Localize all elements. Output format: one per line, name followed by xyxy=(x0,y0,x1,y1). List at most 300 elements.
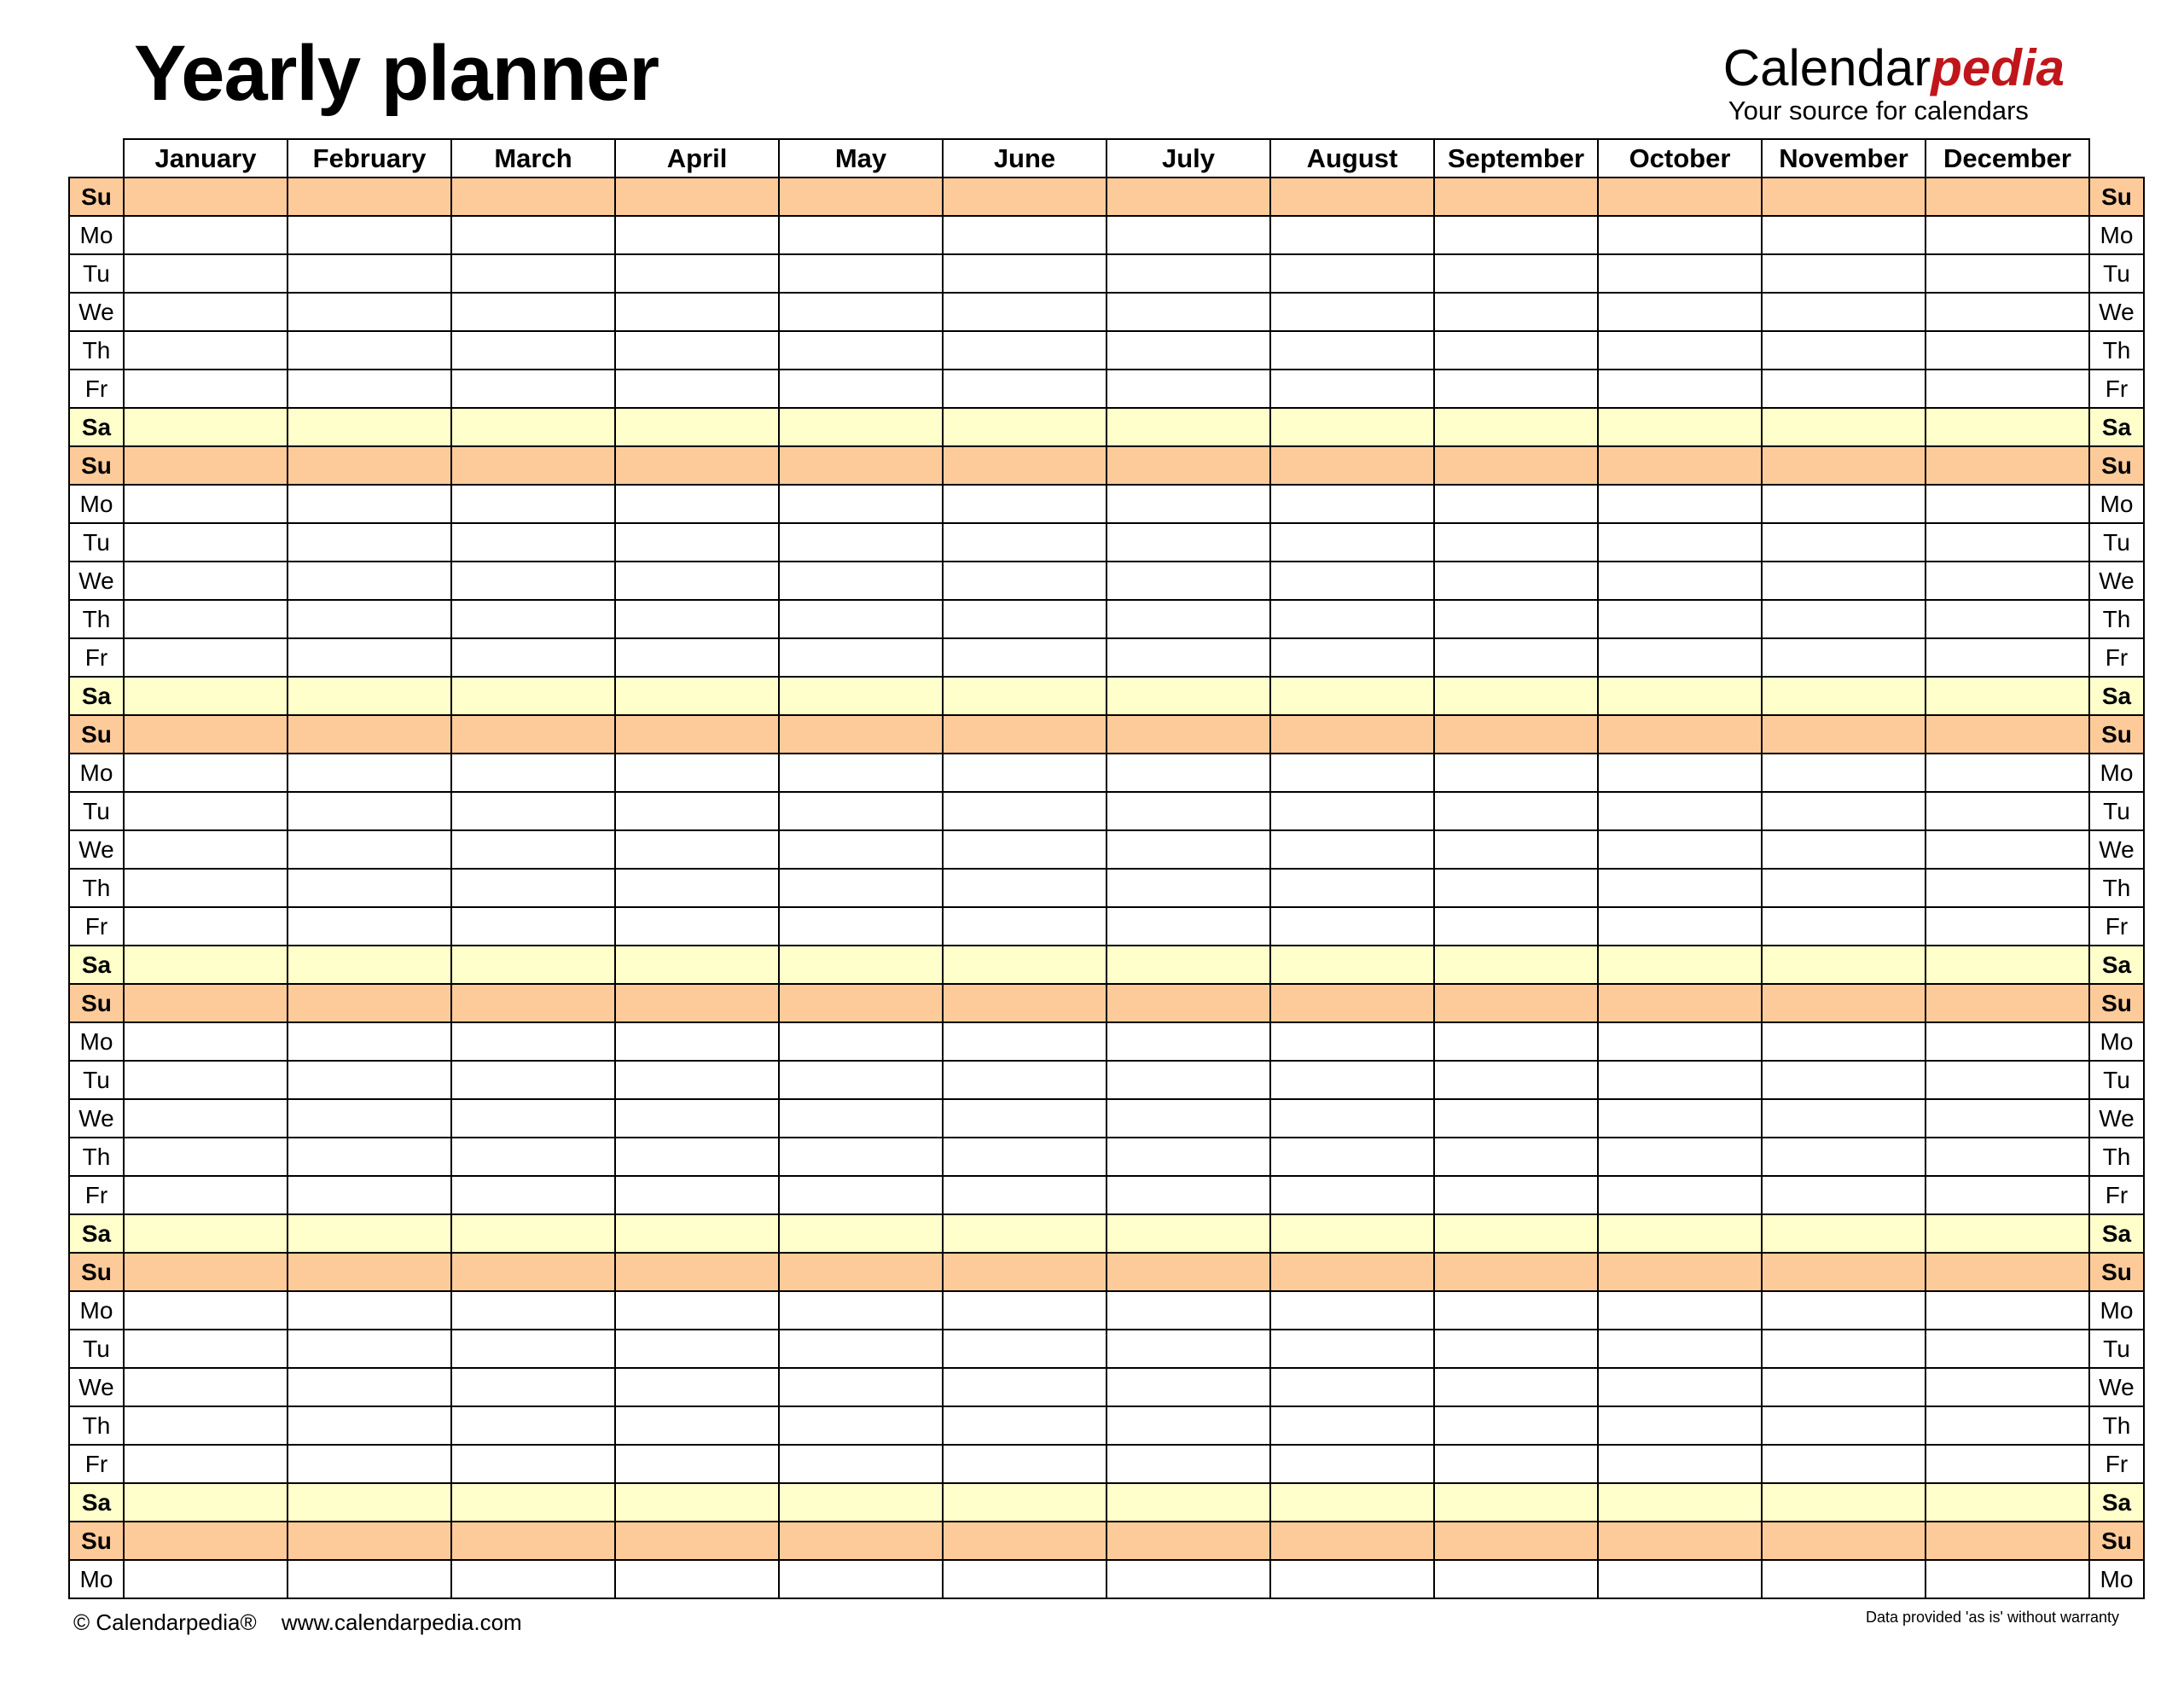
day-cell-may[interactable] xyxy=(779,677,943,715)
day-cell-june[interactable] xyxy=(943,1022,1107,1061)
day-cell-may[interactable] xyxy=(779,485,943,523)
day-cell-october[interactable] xyxy=(1598,523,1762,562)
day-cell-october[interactable] xyxy=(1598,907,1762,946)
day-cell-may[interactable] xyxy=(779,754,943,792)
day-cell-january[interactable] xyxy=(124,946,288,984)
day-cell-june[interactable] xyxy=(943,1330,1107,1368)
day-cell-february[interactable] xyxy=(288,1138,451,1176)
day-cell-may[interactable] xyxy=(779,946,943,984)
day-cell-december[interactable] xyxy=(1926,1330,2089,1368)
day-cell-june[interactable] xyxy=(943,485,1107,523)
day-cell-december[interactable] xyxy=(1926,562,2089,600)
day-cell-november[interactable] xyxy=(1762,792,1926,830)
day-cell-april[interactable] xyxy=(615,1138,779,1176)
day-cell-march[interactable] xyxy=(451,178,615,216)
day-cell-august[interactable] xyxy=(1270,216,1434,254)
day-cell-april[interactable] xyxy=(615,370,779,408)
day-cell-august[interactable] xyxy=(1270,1368,1434,1406)
day-cell-december[interactable] xyxy=(1926,638,2089,677)
day-cell-january[interactable] xyxy=(124,638,288,677)
day-cell-october[interactable] xyxy=(1598,754,1762,792)
day-cell-november[interactable] xyxy=(1762,1176,1926,1214)
day-cell-october[interactable] xyxy=(1598,984,1762,1022)
day-cell-march[interactable] xyxy=(451,1406,615,1445)
day-cell-may[interactable] xyxy=(779,331,943,370)
day-cell-january[interactable] xyxy=(124,446,288,485)
day-cell-june[interactable] xyxy=(943,984,1107,1022)
day-cell-march[interactable] xyxy=(451,446,615,485)
day-cell-october[interactable] xyxy=(1598,1253,1762,1291)
day-cell-september[interactable] xyxy=(1434,1522,1598,1560)
day-cell-february[interactable] xyxy=(288,1483,451,1522)
day-cell-april[interactable] xyxy=(615,485,779,523)
day-cell-september[interactable] xyxy=(1434,408,1598,446)
day-cell-january[interactable] xyxy=(124,830,288,869)
day-cell-february[interactable] xyxy=(288,446,451,485)
day-cell-august[interactable] xyxy=(1270,677,1434,715)
day-cell-september[interactable] xyxy=(1434,830,1598,869)
day-cell-june[interactable] xyxy=(943,1445,1107,1483)
day-cell-october[interactable] xyxy=(1598,830,1762,869)
day-cell-april[interactable] xyxy=(615,331,779,370)
day-cell-october[interactable] xyxy=(1598,1099,1762,1138)
day-cell-august[interactable] xyxy=(1270,830,1434,869)
day-cell-july[interactable] xyxy=(1107,370,1270,408)
day-cell-may[interactable] xyxy=(779,869,943,907)
day-cell-september[interactable] xyxy=(1434,1022,1598,1061)
day-cell-september[interactable] xyxy=(1434,370,1598,408)
day-cell-january[interactable] xyxy=(124,1214,288,1253)
day-cell-october[interactable] xyxy=(1598,792,1762,830)
day-cell-april[interactable] xyxy=(615,1330,779,1368)
day-cell-april[interactable] xyxy=(615,907,779,946)
day-cell-april[interactable] xyxy=(615,946,779,984)
day-cell-october[interactable] xyxy=(1598,1022,1762,1061)
day-cell-february[interactable] xyxy=(288,1522,451,1560)
day-cell-january[interactable] xyxy=(124,677,288,715)
day-cell-may[interactable] xyxy=(779,1176,943,1214)
day-cell-september[interactable] xyxy=(1434,1483,1598,1522)
day-cell-september[interactable] xyxy=(1434,1406,1598,1445)
day-cell-january[interactable] xyxy=(124,1138,288,1176)
day-cell-december[interactable] xyxy=(1926,1176,2089,1214)
day-cell-july[interactable] xyxy=(1107,178,1270,216)
day-cell-july[interactable] xyxy=(1107,677,1270,715)
day-cell-october[interactable] xyxy=(1598,254,1762,293)
day-cell-march[interactable] xyxy=(451,638,615,677)
day-cell-october[interactable] xyxy=(1598,1560,1762,1598)
day-cell-june[interactable] xyxy=(943,523,1107,562)
day-cell-january[interactable] xyxy=(124,1368,288,1406)
day-cell-november[interactable] xyxy=(1762,1099,1926,1138)
day-cell-may[interactable] xyxy=(779,1061,943,1099)
day-cell-february[interactable] xyxy=(288,677,451,715)
day-cell-may[interactable] xyxy=(779,1406,943,1445)
day-cell-december[interactable] xyxy=(1926,754,2089,792)
day-cell-february[interactable] xyxy=(288,1099,451,1138)
day-cell-november[interactable] xyxy=(1762,370,1926,408)
day-cell-october[interactable] xyxy=(1598,1291,1762,1330)
day-cell-january[interactable] xyxy=(124,1483,288,1522)
day-cell-february[interactable] xyxy=(288,216,451,254)
day-cell-november[interactable] xyxy=(1762,485,1926,523)
day-cell-june[interactable] xyxy=(943,178,1107,216)
day-cell-may[interactable] xyxy=(779,1022,943,1061)
day-cell-june[interactable] xyxy=(943,216,1107,254)
day-cell-february[interactable] xyxy=(288,1560,451,1598)
day-cell-january[interactable] xyxy=(124,754,288,792)
day-cell-december[interactable] xyxy=(1926,1061,2089,1099)
day-cell-march[interactable] xyxy=(451,370,615,408)
day-cell-march[interactable] xyxy=(451,331,615,370)
day-cell-march[interactable] xyxy=(451,1138,615,1176)
day-cell-february[interactable] xyxy=(288,946,451,984)
day-cell-july[interactable] xyxy=(1107,600,1270,638)
day-cell-april[interactable] xyxy=(615,1291,779,1330)
day-cell-august[interactable] xyxy=(1270,1522,1434,1560)
day-cell-june[interactable] xyxy=(943,1560,1107,1598)
day-cell-june[interactable] xyxy=(943,792,1107,830)
day-cell-january[interactable] xyxy=(124,907,288,946)
day-cell-february[interactable] xyxy=(288,1253,451,1291)
day-cell-june[interactable] xyxy=(943,907,1107,946)
day-cell-july[interactable] xyxy=(1107,1560,1270,1598)
day-cell-july[interactable] xyxy=(1107,1522,1270,1560)
day-cell-march[interactable] xyxy=(451,1022,615,1061)
day-cell-october[interactable] xyxy=(1598,1368,1762,1406)
day-cell-january[interactable] xyxy=(124,1406,288,1445)
day-cell-september[interactable] xyxy=(1434,523,1598,562)
day-cell-december[interactable] xyxy=(1926,485,2089,523)
day-cell-august[interactable] xyxy=(1270,754,1434,792)
day-cell-may[interactable] xyxy=(779,1483,943,1522)
day-cell-march[interactable] xyxy=(451,216,615,254)
day-cell-february[interactable] xyxy=(288,869,451,907)
day-cell-august[interactable] xyxy=(1270,254,1434,293)
day-cell-february[interactable] xyxy=(288,1368,451,1406)
day-cell-april[interactable] xyxy=(615,562,779,600)
day-cell-march[interactable] xyxy=(451,1330,615,1368)
day-cell-december[interactable] xyxy=(1926,408,2089,446)
day-cell-september[interactable] xyxy=(1434,984,1598,1022)
day-cell-may[interactable] xyxy=(779,254,943,293)
day-cell-december[interactable] xyxy=(1926,600,2089,638)
day-cell-july[interactable] xyxy=(1107,216,1270,254)
day-cell-october[interactable] xyxy=(1598,638,1762,677)
day-cell-august[interactable] xyxy=(1270,293,1434,331)
day-cell-july[interactable] xyxy=(1107,523,1270,562)
day-cell-august[interactable] xyxy=(1270,1406,1434,1445)
day-cell-july[interactable] xyxy=(1107,830,1270,869)
day-cell-june[interactable] xyxy=(943,830,1107,869)
day-cell-september[interactable] xyxy=(1434,1330,1598,1368)
day-cell-may[interactable] xyxy=(779,1330,943,1368)
day-cell-october[interactable] xyxy=(1598,370,1762,408)
day-cell-june[interactable] xyxy=(943,946,1107,984)
day-cell-november[interactable] xyxy=(1762,1522,1926,1560)
day-cell-january[interactable] xyxy=(124,1022,288,1061)
day-cell-april[interactable] xyxy=(615,1099,779,1138)
day-cell-may[interactable] xyxy=(779,907,943,946)
day-cell-february[interactable] xyxy=(288,792,451,830)
day-cell-october[interactable] xyxy=(1598,1522,1762,1560)
day-cell-november[interactable] xyxy=(1762,638,1926,677)
day-cell-april[interactable] xyxy=(615,216,779,254)
day-cell-february[interactable] xyxy=(288,254,451,293)
day-cell-july[interactable] xyxy=(1107,1330,1270,1368)
day-cell-march[interactable] xyxy=(451,754,615,792)
day-cell-september[interactable] xyxy=(1434,1560,1598,1598)
day-cell-april[interactable] xyxy=(615,1406,779,1445)
day-cell-july[interactable] xyxy=(1107,1368,1270,1406)
day-cell-december[interactable] xyxy=(1926,946,2089,984)
day-cell-august[interactable] xyxy=(1270,1330,1434,1368)
day-cell-november[interactable] xyxy=(1762,562,1926,600)
day-cell-april[interactable] xyxy=(615,1253,779,1291)
day-cell-october[interactable] xyxy=(1598,216,1762,254)
day-cell-july[interactable] xyxy=(1107,754,1270,792)
day-cell-november[interactable] xyxy=(1762,1330,1926,1368)
day-cell-july[interactable] xyxy=(1107,331,1270,370)
day-cell-april[interactable] xyxy=(615,1214,779,1253)
day-cell-october[interactable] xyxy=(1598,1138,1762,1176)
day-cell-december[interactable] xyxy=(1926,1368,2089,1406)
day-cell-september[interactable] xyxy=(1434,1214,1598,1253)
day-cell-november[interactable] xyxy=(1762,1214,1926,1253)
day-cell-december[interactable] xyxy=(1926,523,2089,562)
day-cell-april[interactable] xyxy=(615,1445,779,1483)
day-cell-january[interactable] xyxy=(124,254,288,293)
day-cell-june[interactable] xyxy=(943,754,1107,792)
day-cell-october[interactable] xyxy=(1598,1406,1762,1445)
day-cell-september[interactable] xyxy=(1434,600,1598,638)
day-cell-april[interactable] xyxy=(615,254,779,293)
day-cell-march[interactable] xyxy=(451,1483,615,1522)
day-cell-january[interactable] xyxy=(124,331,288,370)
day-cell-june[interactable] xyxy=(943,446,1107,485)
day-cell-november[interactable] xyxy=(1762,1406,1926,1445)
day-cell-april[interactable] xyxy=(615,792,779,830)
day-cell-august[interactable] xyxy=(1270,408,1434,446)
day-cell-december[interactable] xyxy=(1926,1291,2089,1330)
day-cell-july[interactable] xyxy=(1107,408,1270,446)
day-cell-october[interactable] xyxy=(1598,1445,1762,1483)
day-cell-december[interactable] xyxy=(1926,830,2089,869)
day-cell-january[interactable] xyxy=(124,1253,288,1291)
day-cell-july[interactable] xyxy=(1107,869,1270,907)
day-cell-september[interactable] xyxy=(1434,293,1598,331)
day-cell-june[interactable] xyxy=(943,293,1107,331)
day-cell-march[interactable] xyxy=(451,830,615,869)
day-cell-march[interactable] xyxy=(451,1099,615,1138)
day-cell-august[interactable] xyxy=(1270,1061,1434,1099)
day-cell-february[interactable] xyxy=(288,754,451,792)
day-cell-september[interactable] xyxy=(1434,562,1598,600)
day-cell-august[interactable] xyxy=(1270,792,1434,830)
day-cell-april[interactable] xyxy=(615,408,779,446)
footer-url[interactable]: www.calendarpedia.com xyxy=(281,1609,522,1635)
day-cell-november[interactable] xyxy=(1762,984,1926,1022)
day-cell-december[interactable] xyxy=(1926,907,2089,946)
day-cell-april[interactable] xyxy=(615,446,779,485)
day-cell-may[interactable] xyxy=(779,1291,943,1330)
day-cell-november[interactable] xyxy=(1762,830,1926,869)
day-cell-may[interactable] xyxy=(779,216,943,254)
day-cell-january[interactable] xyxy=(124,1330,288,1368)
day-cell-february[interactable] xyxy=(288,830,451,869)
day-cell-october[interactable] xyxy=(1598,715,1762,754)
day-cell-june[interactable] xyxy=(943,1138,1107,1176)
day-cell-february[interactable] xyxy=(288,178,451,216)
day-cell-july[interactable] xyxy=(1107,1406,1270,1445)
day-cell-march[interactable] xyxy=(451,408,615,446)
day-cell-february[interactable] xyxy=(288,1176,451,1214)
day-cell-july[interactable] xyxy=(1107,1022,1270,1061)
day-cell-october[interactable] xyxy=(1598,293,1762,331)
day-cell-december[interactable] xyxy=(1926,1406,2089,1445)
day-cell-november[interactable] xyxy=(1762,1138,1926,1176)
day-cell-august[interactable] xyxy=(1270,370,1434,408)
day-cell-december[interactable] xyxy=(1926,677,2089,715)
day-cell-january[interactable] xyxy=(124,1176,288,1214)
day-cell-november[interactable] xyxy=(1762,715,1926,754)
day-cell-march[interactable] xyxy=(451,600,615,638)
day-cell-november[interactable] xyxy=(1762,408,1926,446)
day-cell-april[interactable] xyxy=(615,830,779,869)
day-cell-july[interactable] xyxy=(1107,907,1270,946)
day-cell-march[interactable] xyxy=(451,562,615,600)
day-cell-december[interactable] xyxy=(1926,1560,2089,1598)
day-cell-july[interactable] xyxy=(1107,446,1270,485)
day-cell-july[interactable] xyxy=(1107,946,1270,984)
day-cell-march[interactable] xyxy=(451,946,615,984)
day-cell-june[interactable] xyxy=(943,1291,1107,1330)
day-cell-november[interactable] xyxy=(1762,1291,1926,1330)
day-cell-june[interactable] xyxy=(943,254,1107,293)
day-cell-august[interactable] xyxy=(1270,1291,1434,1330)
day-cell-april[interactable] xyxy=(615,1176,779,1214)
day-cell-october[interactable] xyxy=(1598,562,1762,600)
day-cell-february[interactable] xyxy=(288,293,451,331)
day-cell-january[interactable] xyxy=(124,293,288,331)
day-cell-june[interactable] xyxy=(943,1483,1107,1522)
day-cell-march[interactable] xyxy=(451,792,615,830)
day-cell-may[interactable] xyxy=(779,408,943,446)
day-cell-september[interactable] xyxy=(1434,907,1598,946)
day-cell-february[interactable] xyxy=(288,600,451,638)
day-cell-september[interactable] xyxy=(1434,446,1598,485)
day-cell-february[interactable] xyxy=(288,370,451,408)
day-cell-may[interactable] xyxy=(779,1522,943,1560)
day-cell-december[interactable] xyxy=(1926,1253,2089,1291)
day-cell-may[interactable] xyxy=(779,370,943,408)
day-cell-august[interactable] xyxy=(1270,869,1434,907)
day-cell-june[interactable] xyxy=(943,370,1107,408)
day-cell-november[interactable] xyxy=(1762,907,1926,946)
day-cell-august[interactable] xyxy=(1270,946,1434,984)
day-cell-january[interactable] xyxy=(124,600,288,638)
day-cell-april[interactable] xyxy=(615,1061,779,1099)
day-cell-january[interactable] xyxy=(124,869,288,907)
day-cell-november[interactable] xyxy=(1762,1483,1926,1522)
day-cell-june[interactable] xyxy=(943,562,1107,600)
day-cell-august[interactable] xyxy=(1270,1138,1434,1176)
day-cell-september[interactable] xyxy=(1434,1176,1598,1214)
day-cell-june[interactable] xyxy=(943,408,1107,446)
day-cell-july[interactable] xyxy=(1107,1138,1270,1176)
day-cell-december[interactable] xyxy=(1926,331,2089,370)
day-cell-march[interactable] xyxy=(451,293,615,331)
day-cell-october[interactable] xyxy=(1598,1214,1762,1253)
day-cell-june[interactable] xyxy=(943,1253,1107,1291)
day-cell-april[interactable] xyxy=(615,178,779,216)
day-cell-november[interactable] xyxy=(1762,446,1926,485)
day-cell-august[interactable] xyxy=(1270,984,1434,1022)
day-cell-august[interactable] xyxy=(1270,485,1434,523)
day-cell-december[interactable] xyxy=(1926,1445,2089,1483)
day-cell-june[interactable] xyxy=(943,1406,1107,1445)
day-cell-august[interactable] xyxy=(1270,600,1434,638)
day-cell-february[interactable] xyxy=(288,1406,451,1445)
day-cell-march[interactable] xyxy=(451,1522,615,1560)
day-cell-february[interactable] xyxy=(288,984,451,1022)
day-cell-december[interactable] xyxy=(1926,715,2089,754)
day-cell-december[interactable] xyxy=(1926,370,2089,408)
day-cell-may[interactable] xyxy=(779,715,943,754)
day-cell-april[interactable] xyxy=(615,600,779,638)
day-cell-august[interactable] xyxy=(1270,446,1434,485)
day-cell-april[interactable] xyxy=(615,984,779,1022)
day-cell-august[interactable] xyxy=(1270,715,1434,754)
day-cell-july[interactable] xyxy=(1107,1061,1270,1099)
day-cell-july[interactable] xyxy=(1107,1445,1270,1483)
day-cell-june[interactable] xyxy=(943,1368,1107,1406)
day-cell-march[interactable] xyxy=(451,1253,615,1291)
brand-logo[interactable] xyxy=(1722,39,2065,125)
day-cell-april[interactable] xyxy=(615,1022,779,1061)
day-cell-may[interactable] xyxy=(779,830,943,869)
day-cell-july[interactable] xyxy=(1107,1176,1270,1214)
day-cell-september[interactable] xyxy=(1434,1368,1598,1406)
day-cell-july[interactable] xyxy=(1107,254,1270,293)
day-cell-march[interactable] xyxy=(451,1176,615,1214)
day-cell-january[interactable] xyxy=(124,1522,288,1560)
day-cell-january[interactable] xyxy=(124,1445,288,1483)
day-cell-february[interactable] xyxy=(288,715,451,754)
day-cell-february[interactable] xyxy=(288,1330,451,1368)
day-cell-january[interactable] xyxy=(124,1291,288,1330)
day-cell-may[interactable] xyxy=(779,600,943,638)
day-cell-november[interactable] xyxy=(1762,600,1926,638)
day-cell-february[interactable] xyxy=(288,485,451,523)
day-cell-january[interactable] xyxy=(124,178,288,216)
day-cell-january[interactable] xyxy=(124,408,288,446)
day-cell-february[interactable] xyxy=(288,1291,451,1330)
day-cell-december[interactable] xyxy=(1926,1138,2089,1176)
day-cell-march[interactable] xyxy=(451,254,615,293)
day-cell-august[interactable] xyxy=(1270,331,1434,370)
day-cell-september[interactable] xyxy=(1434,869,1598,907)
day-cell-april[interactable] xyxy=(615,754,779,792)
day-cell-may[interactable] xyxy=(779,1214,943,1253)
day-cell-january[interactable] xyxy=(124,370,288,408)
day-cell-august[interactable] xyxy=(1270,1445,1434,1483)
day-cell-march[interactable] xyxy=(451,984,615,1022)
day-cell-may[interactable] xyxy=(779,293,943,331)
day-cell-july[interactable] xyxy=(1107,1214,1270,1253)
day-cell-april[interactable] xyxy=(615,1560,779,1598)
day-cell-december[interactable] xyxy=(1926,1214,2089,1253)
